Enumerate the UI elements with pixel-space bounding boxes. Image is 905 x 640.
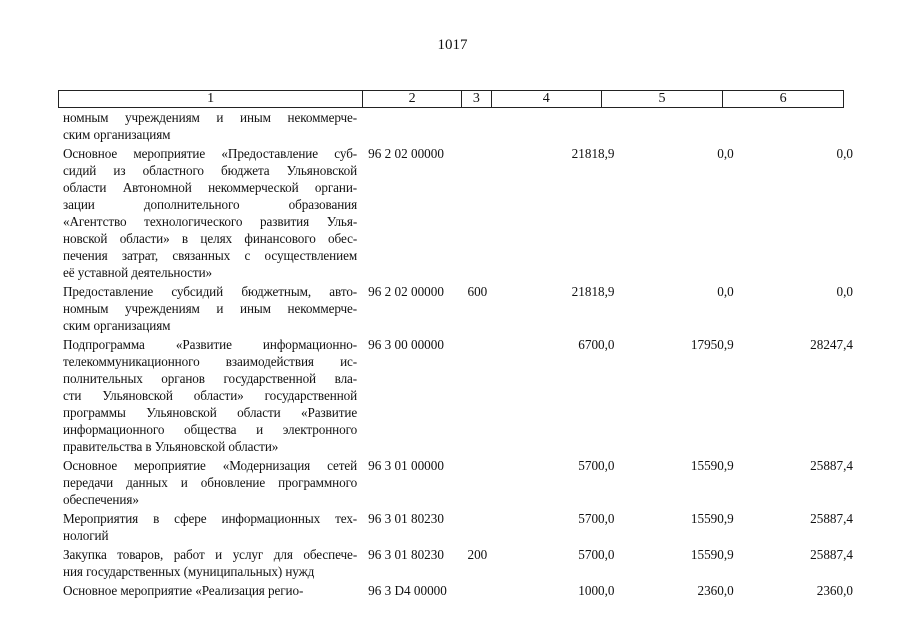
header-col-6: 6	[779, 91, 787, 106]
row-description	[63, 145, 357, 281]
description-line: печения затрат, связанных с осуществлением	[63, 248, 358, 263]
description-line: телекоммуникационного взаимодействия ис-	[63, 354, 358, 369]
table-body	[63, 109, 853, 601]
row-value-1: 5700,0	[578, 511, 615, 526]
table-row	[63, 109, 853, 143]
description-line: ским организациям	[63, 127, 171, 142]
description-line: её уставной деятельности»	[63, 265, 213, 280]
description-line: Мероприятия в сфере информационных тех-	[63, 511, 358, 526]
row-description	[63, 457, 357, 508]
row-description	[63, 283, 357, 334]
description-line: Предоставление субсидий бюджетным, авто-	[63, 284, 358, 299]
header-col-5: 5	[602, 91, 724, 107]
row-value-2: 15590,9	[690, 511, 734, 526]
description-line: Основное мероприятие «Реализация регио-	[63, 583, 304, 598]
row-value-3: 0,0	[836, 284, 853, 299]
row-value-2: 2360,0	[697, 583, 734, 598]
row-value-1: 5700,0	[578, 458, 615, 473]
row-code: 96 3 01 80230	[368, 547, 444, 562]
table-row	[63, 582, 853, 599]
description-line: ния государственных (муниципальных) нужд	[63, 564, 315, 579]
row-value-2: 17950,9	[690, 337, 734, 352]
table-row	[63, 546, 853, 580]
description-line: номным учреждениям и иным некоммерче-	[63, 110, 358, 125]
row-type: 200	[467, 547, 488, 562]
row-value-1: 21818,9	[571, 146, 615, 161]
row-value-3: 2360,0	[816, 583, 853, 598]
description-line: «Агентство технологического развития Улья-	[63, 214, 358, 229]
table-row	[63, 283, 853, 334]
description-line: ским организациям	[63, 318, 171, 333]
row-value-1: 21818,9	[571, 284, 615, 299]
description-line: обеспечения»	[63, 492, 139, 507]
description-line: сидий из областного бюджета Ульяновской	[63, 163, 358, 178]
table-row	[63, 145, 853, 281]
description-line: зации дополнительного образования	[63, 197, 358, 212]
header-col-4: 4	[492, 91, 602, 107]
table-row	[63, 457, 853, 508]
row-code: 96 3 00 00000	[368, 337, 444, 352]
row-code: 96 2 02 00000	[368, 284, 444, 299]
description-line: нологий	[63, 528, 109, 543]
row-description	[63, 109, 357, 143]
row-code: 96 3 01 80230	[368, 511, 444, 526]
row-value-2: 15590,9	[690, 547, 734, 562]
description-line: Основное мероприятие «Предоставление суб-	[63, 146, 358, 161]
row-value-3: 0,0	[836, 146, 853, 161]
page-number: 1017	[437, 37, 468, 53]
header-col-2: 2	[363, 91, 462, 107]
row-value-3: 25887,4	[810, 511, 853, 526]
table-row	[63, 510, 853, 544]
row-description	[63, 582, 357, 599]
row-value-1: 5700,0	[578, 547, 615, 562]
row-value-2: 0,0	[717, 284, 734, 299]
row-value-1: 6700,0	[578, 337, 615, 352]
row-value-2: 15590,9	[690, 458, 734, 473]
table-header	[58, 90, 844, 108]
row-description	[63, 510, 357, 544]
description-line: области Автономной некоммерческой органи-	[63, 180, 358, 195]
row-code: 96 3 D4 00000	[368, 583, 447, 598]
header-col-3: 3	[462, 91, 492, 107]
header-col-1: 1	[59, 91, 363, 107]
description-line: сти Ульяновской области» государственной	[63, 388, 358, 403]
description-line: Закупка товаров, работ и услуг для обеспече-	[63, 547, 358, 562]
row-code: 96 2 02 00000	[368, 146, 444, 161]
description-line: информационного общества и электронного	[63, 422, 358, 437]
row-value-3: 28247,4	[810, 337, 853, 352]
row-value-3: 25887,4	[810, 458, 853, 473]
row-code: 96 3 01 00000	[368, 458, 444, 473]
row-value-1: 1000,0	[578, 583, 615, 598]
description-line: полнительных органов государственной вла-	[63, 371, 358, 386]
row-value-2: 0,0	[717, 146, 734, 161]
description-line: передачи данных и обновление программного	[63, 475, 358, 490]
description-line: правительства в Ульяновской области»	[63, 439, 279, 454]
row-type: 600	[467, 284, 488, 299]
description-line: Основное мероприятие «Модернизация сетей	[63, 458, 358, 473]
table-row	[63, 336, 853, 455]
description-line: номным учреждениям и иным некоммерче-	[63, 301, 358, 316]
row-description	[63, 546, 357, 580]
description-line: новской области» в целях финансового обес-	[63, 231, 358, 246]
description-line: программы Ульяновской области «Развитие	[63, 405, 358, 420]
description-line: Подпрограмма «Развитие информационно-	[63, 337, 358, 352]
row-value-3: 25887,4	[810, 547, 853, 562]
row-description	[63, 336, 357, 455]
